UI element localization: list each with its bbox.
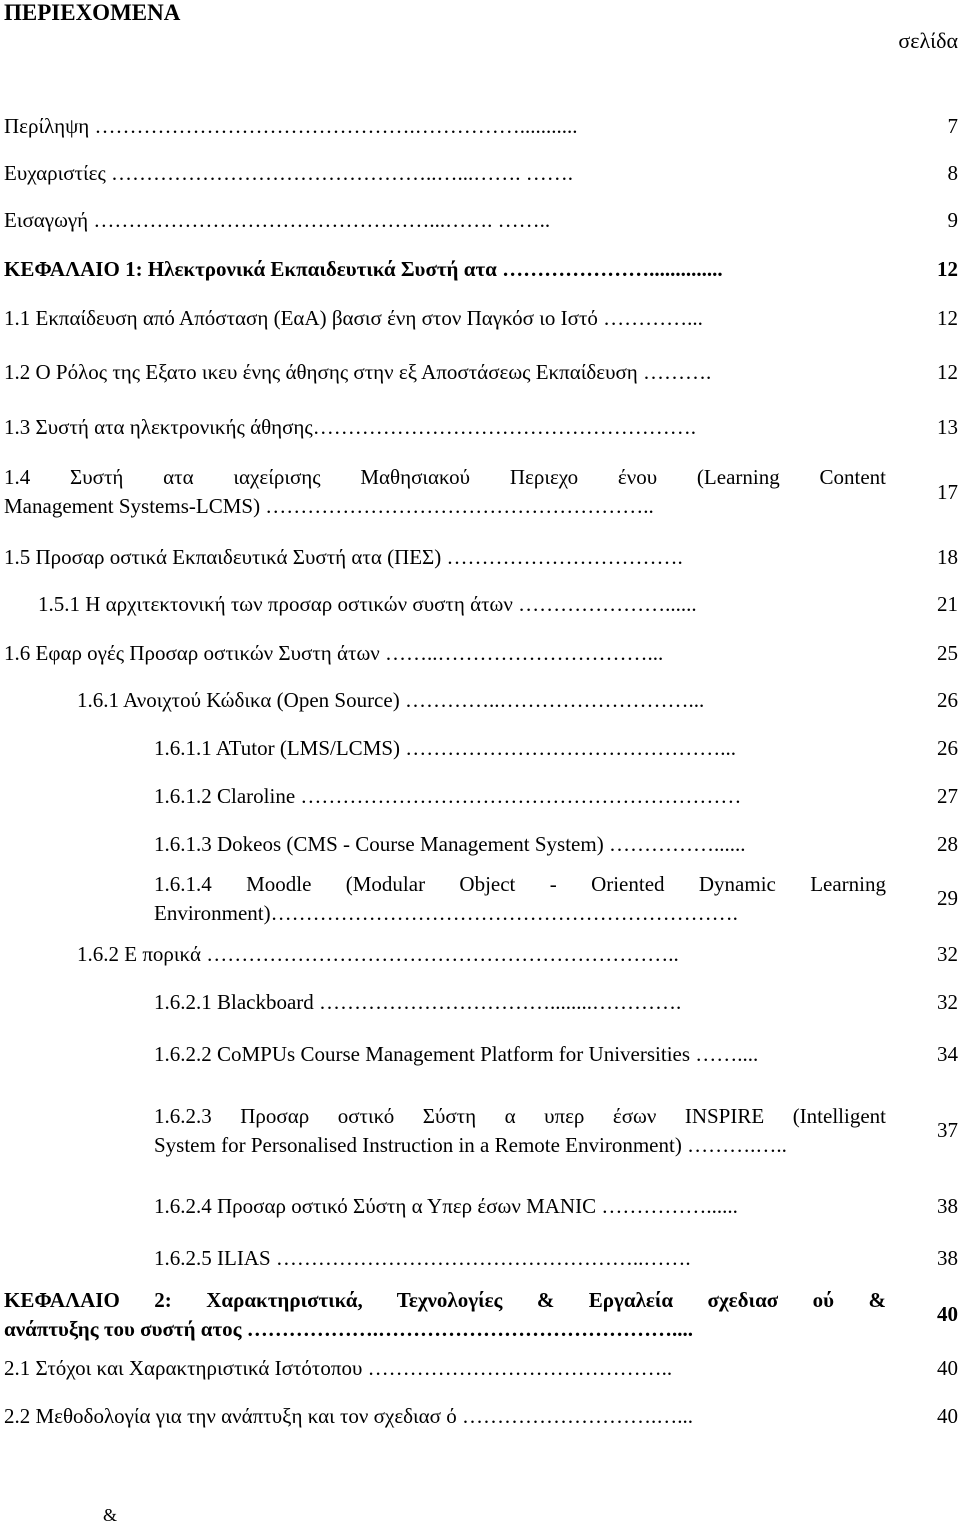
toc-page-number: 21 [937, 592, 958, 616]
toc-chapter-text: ΚΕΦΑΛΑΙΟ 1: Ηλεκτρονικά Εκπαιδευτικά Συστή ατα ………………….............. [4, 257, 723, 281]
toc-entry-text: 1.6.2.4 Προσαρ οστικό Σύστη α Υπερ έσων MANIC ……………...... [154, 1194, 738, 1218]
toc-page-number: 12 [937, 257, 958, 281]
toc-page-number: 13 [937, 415, 958, 439]
toc-page-number: 12 [937, 306, 958, 330]
toc-entry-text: 1.3 Συστή ατα ηλεκτρονικής άθησης………………………………………………. [4, 415, 696, 439]
toc-entry-text: 1.6.2.1 Blackboard ……………………………........…………. [154, 990, 682, 1014]
toc-page-number: 28 [937, 832, 958, 856]
toc-page-number: 25 [937, 641, 958, 665]
toc-page-number: 12 [937, 360, 958, 384]
toc-page-number: 18 [937, 545, 958, 569]
toc-entry-line1: ΚΕΦΑΛΑΙΟ 2: Χαρακτηριστικά, Τεχνολογίες & Εργαλεία σχεδιασ ού & [4, 1288, 886, 1312]
toc-page-number: 34 [937, 1042, 958, 1066]
toc-entry-multiline [154, 870, 886, 928]
toc-entry-text: 1.5.1 Η αρχιτεκτονική των προσαρ οστικών συστη άτων …………………...... [38, 592, 697, 616]
toc-entry-line2: ανάπτυξης του συστή ατος ……………….…………………………………….... [4, 1317, 694, 1341]
toc-entry-text: 1.6.2 Ε πορικά ………………………………………………………….. [77, 942, 679, 966]
toc-entry-multiline [4, 463, 886, 521]
toc-page-number: 38 [937, 1246, 958, 1270]
page-column-label: σελίδα [898, 28, 958, 53]
toc-page-number: 40 [937, 1356, 958, 1380]
toc-entry-line1: 1.4 Συστή ατα ιαχείρισης Μαθησιακού Περιεχο ένου (Learning Content [4, 465, 886, 489]
toc-entry-multiline [154, 1102, 886, 1160]
toc-page-number: 40 [937, 1302, 958, 1326]
toc-entry-text: 2.1 Στόχοι και Χαρακτηριστικά Ιστότοπου …………………………………….. [4, 1356, 673, 1380]
toc-page-number: 9 [947, 208, 958, 232]
toc-entry-text: 1.1 Εκπαίδευση από Απόσταση (ΕαΑ) βασισ ένη στον Παγκόσ ιο Ιστό …………... [4, 306, 703, 330]
toc-entry-line1: 1.6.1.4 Moodle (Modular Object - Oriented Dynamic Learning [154, 872, 886, 896]
toc-page-number: 32 [937, 942, 958, 966]
toc-heading: ΠΕΡΙΕΧΟΜΕΝΑ [4, 0, 181, 25]
toc-page-number: 37 [937, 1118, 958, 1142]
toc-page-number: 29 [937, 886, 958, 910]
toc-entry-text: 1.6.1.2 Claroline ……………………………………………………… [154, 784, 742, 808]
toc-page-number: 40 [937, 1404, 958, 1428]
toc-entry-text: 1.6.2.5 ILIAS ……………………………………………..……. [154, 1246, 691, 1270]
toc-entry-line2: Management Systems-LCMS) ……………………………………………….. [4, 494, 654, 518]
toc-page-number: 17 [937, 480, 958, 504]
toc-entry-text: 1.6.1.1 ATutor (LMS/LCMS) ………………………………………... [154, 736, 737, 760]
toc-page-number: 26 [937, 736, 958, 760]
toc-chapter-multiline [4, 1286, 886, 1344]
toc-entry-text: Εισαγωγή …………………………………………...……. …….. [4, 208, 551, 232]
toc-entry-text: 1.5 Προσαρ οστικά Εκπαιδευτικά Συστή ατα (ΠΕΣ) ……………………………. [4, 545, 683, 569]
toc-entry-text: 1.2 Ο Ρόλος της Εξατο ικευ ένης άθησης στην εξ Αποστάσεως Εκπαίδευση ………. [4, 360, 712, 384]
toc-entry-text: 2.2 Μεθοδολογία για την ανάπτυξη και τον σχεδιασ ό ……………………….…... [4, 1404, 694, 1428]
toc-page-number: 27 [937, 784, 958, 808]
toc-entry-text: 1.6 Εφαρ ογές Προσαρ οστικών Συστη άτων ……..…………………………... [4, 641, 664, 665]
toc-page-number: 26 [937, 688, 958, 712]
toc-page-number: 7 [947, 114, 958, 138]
toc-entry-line2: Environment)…………………………………………………………. [154, 901, 738, 925]
toc-entry-text: 1.6.1.3 Dokeos (CMS - Course Management System) ……………...... [154, 832, 746, 856]
toc-entry-text: 1.6.2.2 CoMPUs Course Management Platform for Universities …….... [154, 1042, 759, 1066]
footer-mark: & [103, 1505, 118, 1525]
toc-page-number: 8 [947, 161, 958, 185]
toc-entry-line1: 1.6.2.3 Προσαρ οστικό Σύστη α υπερ έσων INSPIRE (Intelligent [154, 1104, 886, 1128]
toc-entry-text: Περίληψη ……………………………………….……………........... [4, 114, 578, 138]
toc-page-number: 38 [937, 1194, 958, 1218]
toc-entry-text: 1.6.1 Ανοιχτού Κώδικα (Open Source) …………..………………………... [77, 688, 705, 712]
toc-entry-text: Ευχαριστίες ………………………………………..…...……. ……. [4, 161, 574, 185]
toc-entry-line2: System for Personalised Instruction in a Remote Environment) ……….….. [154, 1133, 787, 1157]
toc-page-number: 32 [937, 990, 958, 1014]
